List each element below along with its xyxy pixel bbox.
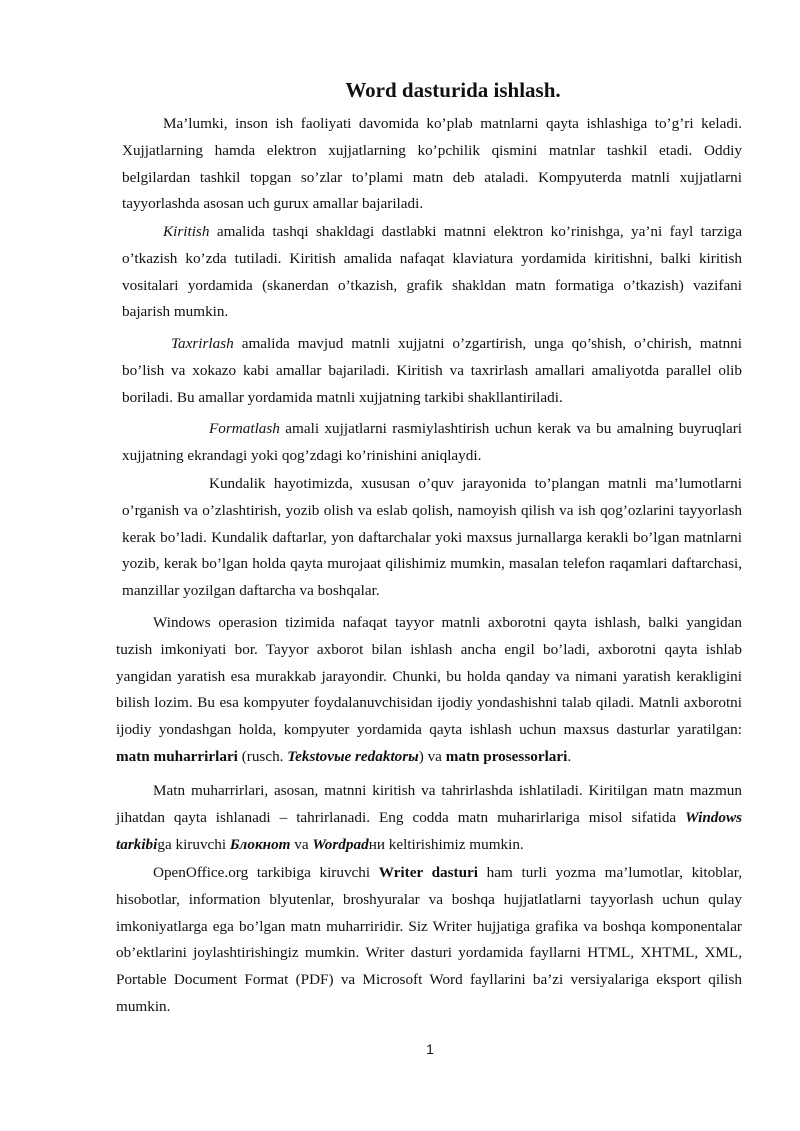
term-matn-muharrirlari: matn muharrirlari — [116, 747, 238, 765]
paragraph-kiritish-text: amalida tashqi shakldagi dastlabki matnni elektron ko’rinishga, ya’ni fayl tarziga o’tkazish ko’zda tutiladi. Kiritish amalida nafaqat klaviatura yordamida kiritishni, balki kiritish vositalari yordamida (skanerdan o’tkazish, grafik shakldan matn formatiga o’tkazish) vazifani bajarish mumkin. — [122, 223, 742, 321]
paragraph-kiritish — [122, 219, 742, 326]
paragraph-intro: Ma’lumki, inson ish faoliyati davomida ko’plab matnlarni qayta ishlashiga to’g’ri keladi. Xujjatlarning hamda elektron xujjatlarning ko’pchilik qismini matnlar tashkil etadi. Oddiy belgilardan tashkil topgan so’zlar to’plami matn deb ataladi. Kompyuterda matnli xujjatlarni tayyorlashda asosan uch gurux amallar bajariladi. — [122, 115, 742, 213]
paragraph-muharrirlar-text: Matn muharrirlari, asosan, matnni kiritish va tahrirlashda ishlatiladi. Kiritilgan matn mazmun jihatdan qayta ishlanadi – tahrirlanadi. Eng codda matn muharirlariga misol sifatida — [116, 782, 742, 826]
paragraph-kundalik: Kundalik hayotimizda, xususan o’quv jarayonida to’plangan matnli ma’lumotlarni o’rganish va o’zlashtirish, yozib olish va eslab qolish, namoyish qilish va ish qog’ozlarini tayyorlash kerak bo’ladi. Kundalik daftarlar, yon daftarchalar yoki maxsus jurnallarga kerakli bo’lgan matnlarni yozib, kerak bo’lgan holda qayta murojaat qilishimiz mumkin, masalan telefon raqamlari daftarchasi, manzillar yozilgan daftarcha va boshqalar. — [122, 475, 742, 600]
paragraph-muharrirlar-t2: ga kiruvchi — [157, 835, 230, 853]
paragraph-formatlash — [122, 416, 742, 470]
term-wordpad: Wordpad — [312, 835, 369, 853]
term-kiritish: Kiritish — [163, 223, 210, 240]
page-title: Word dasturida ishlash. — [345, 78, 561, 102]
paragraph-windows-mid: (rusch. — [237, 747, 288, 765]
paragraph-openoffice-a: OpenOffice.org tarkibiga kiruvchi — [153, 864, 379, 881]
paragraph-muharrirlar-t4: ни keltirishimiz mumkin. — [368, 835, 524, 853]
page-number: 1 — [426, 1041, 434, 1057]
paragraph-muharrirlar-t3: va — [290, 835, 313, 853]
paragraph-windows-mid2: ) va — [418, 747, 446, 765]
term-formatlash: Formatlash — [209, 420, 280, 437]
paragraph-formatlash-text: amali xujjatlarni rasmiylashtirish uchun kerak va bu amalning buyruqlari xujjatning ekrandagi yoki qog’zdagi ko’rinishini aniqlaydi. — [122, 420, 742, 464]
term-writer-dasturi: Writer dasturi — [378, 864, 479, 881]
paragraph-muharrirlar — [116, 778, 742, 858]
term-tekstovye-redaktory: Tekstovыe redaktorы — [287, 747, 419, 765]
paragraph-taxrirlash — [122, 331, 742, 411]
term-taxrirlash: Taxrirlash — [171, 335, 234, 352]
term-matn-prosessorlari: matn prosessorlari — [445, 747, 568, 765]
term-bloknot: Блокнот — [229, 835, 291, 853]
paragraph-windows — [116, 610, 742, 771]
paragraph-windows-text: Windows operasion tizimida nafaqat tayyor matnli axborotni qayta ishlash, balki yangidan tuzish imkoniyati bor. Tayyor axborot bilan ishlash ancha engil bo’ladi, axborotni qayta ishlab yangidan yaratish esa murakkab jarayondir. Chunki, bu holda qanday va nimani yaratish kerakligini bilish lozim. Bu esa kompyuter foydalanuvchisidan ijodiy yondashishni talab qiladi. Matnli axborotni ijodiy yondashgan holda, kompyuter yordamida qayta ishlash uchun maxsus dasturlar yaratilgan: — [116, 614, 742, 739]
term-windows-tarkibi: Windows tarkibi — [116, 808, 742, 853]
paragraph-taxrirlash-text: amalida mavjud matnli xujjatni o’zgartirish, unga qo’shish, o’chirish, matnni bo’lish va xokazo kabi amallar bajariladi. Kiritish va taxrirlash amallari amaliyotda parallel olib boriladi. Bu amallar yordamida matnli xujjatning tarkibi shakllantiriladi. — [122, 335, 742, 406]
paragraph-windows-end: . — [567, 747, 572, 765]
paragraph-openoffice — [116, 860, 742, 1021]
paragraph-openoffice-b: ham turli yozma ma’lumotlar, kitoblar, hisobotlar, information blyutenlar, broshyuralar va boshqa hujjatlatlarni tayyorlash uchun qulay imkoniyatlarga ega bo’lgan matn muharriridir. Siz Writer hujjatiga grafika va boshqa komponentalar ob’ektlarini joylashtirishingiz mumkin. Writer dasturi yordamida fayllarni HTML, XHTML, XML, Portable Document Format (PDF) va Microsoft Word fayllarini ba’zi versiyalariga eksport qilish mumkin. — [116, 864, 742, 1015]
